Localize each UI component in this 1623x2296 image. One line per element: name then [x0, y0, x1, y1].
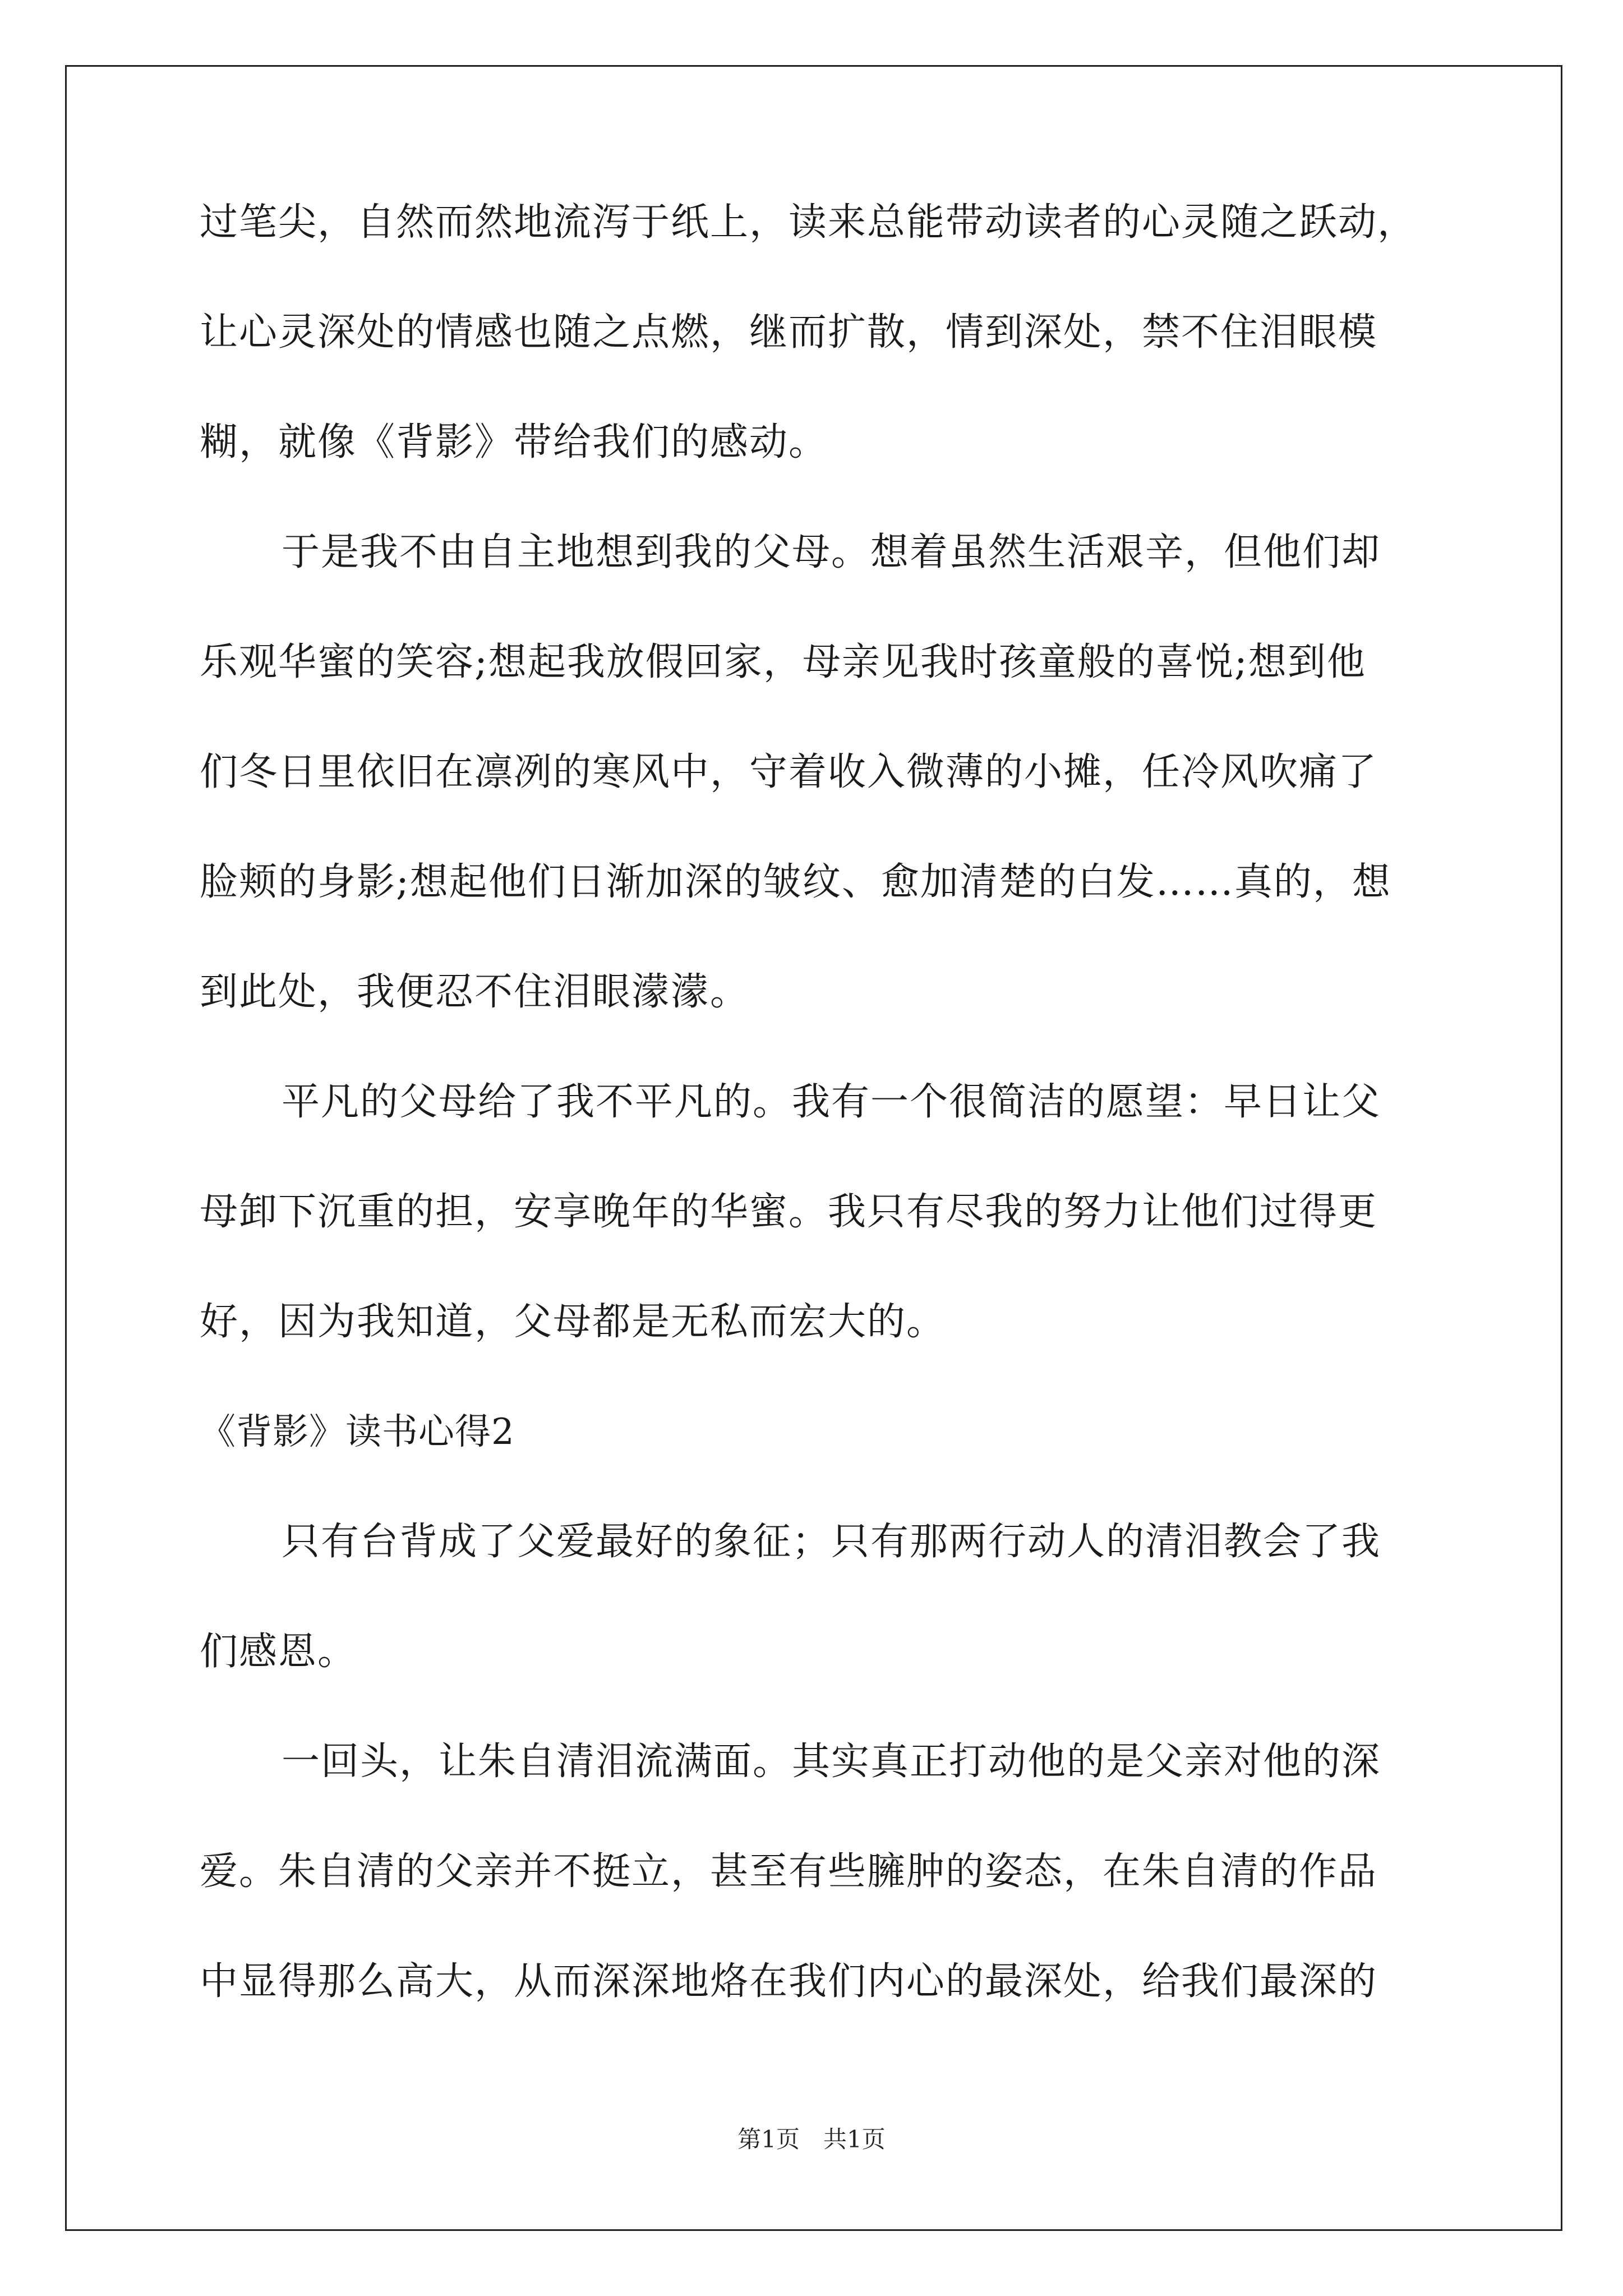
- paragraph: [200, 1739, 1450, 2005]
- paragraph-line: 们冬日里依旧在凛冽的寒风中，守着收入微薄的小摊，任冷风吹痛了: [200, 750, 1378, 794]
- paragraph-line: 于是我不由自主地想到我的父母。想着虽然生活艰辛，但他们却: [282, 530, 1381, 574]
- page-number-footer: 第1页 共1页: [737, 2125, 886, 2153]
- paragraph-line: 们感恩。: [200, 1630, 357, 1674]
- paragraph-line: 平凡的父母给了我不平凡的。我有一个很简洁的愿望：早日让父: [282, 1080, 1381, 1124]
- paragraph: [200, 1079, 1450, 1345]
- paragraph-line: 糊，就像《背影》带给我们的感动。: [200, 420, 828, 464]
- section-heading: 《背影》读书心得2: [200, 1411, 515, 1453]
- paragraph-line: 让心灵深处的情感也随之点燃，继而扩散，情到深处，禁不住泪眼模: [200, 310, 1378, 355]
- paragraph-line: 中显得那么高大，从而深深地烙在我们内心的最深处，给我们最深的: [200, 1959, 1378, 2004]
- paragraph-line: 爱。朱自清的父亲并不挺立，甚至有些臃肿的姿态，在朱自清的作品: [200, 1849, 1378, 1894]
- paragraph-line: 过笔尖，自然而然地流泻于纸上，读来总能带动读者的心灵随之跃动，: [200, 200, 1417, 245]
- paragraph: [200, 1519, 1450, 1675]
- paragraph-line: 只有台背成了父爱最好的象征；只有那两行动人的清泪教会了我: [282, 1520, 1381, 1564]
- paragraph-line: 乐观华蜜的笑容;想起我放假回家，母亲见我时孩童般的喜悦;想到他: [200, 640, 1366, 684]
- paragraph-line: 一回头，让朱自清泪流满面。其实真正打动他的是父亲对他的深: [282, 1740, 1381, 1784]
- paragraph-line: 到此处，我便忍不住泪眼濛濛。: [200, 970, 750, 1014]
- paragraph-line: 脸颊的身影;想起他们日渐加深的皱纹、愈加清楚的白发……真的，想: [200, 860, 1391, 904]
- paragraph-line: 好，因为我知道，父母都是无私而宏大的。: [200, 1300, 946, 1344]
- paragraph: [200, 200, 1450, 466]
- document-body: [200, 200, 1450, 2005]
- paragraph-line: 母卸下沉重的担，安享晚年的华蜜。我只有尽我的努力让他们过得更: [200, 1190, 1378, 1234]
- paragraph: [200, 530, 1450, 1015]
